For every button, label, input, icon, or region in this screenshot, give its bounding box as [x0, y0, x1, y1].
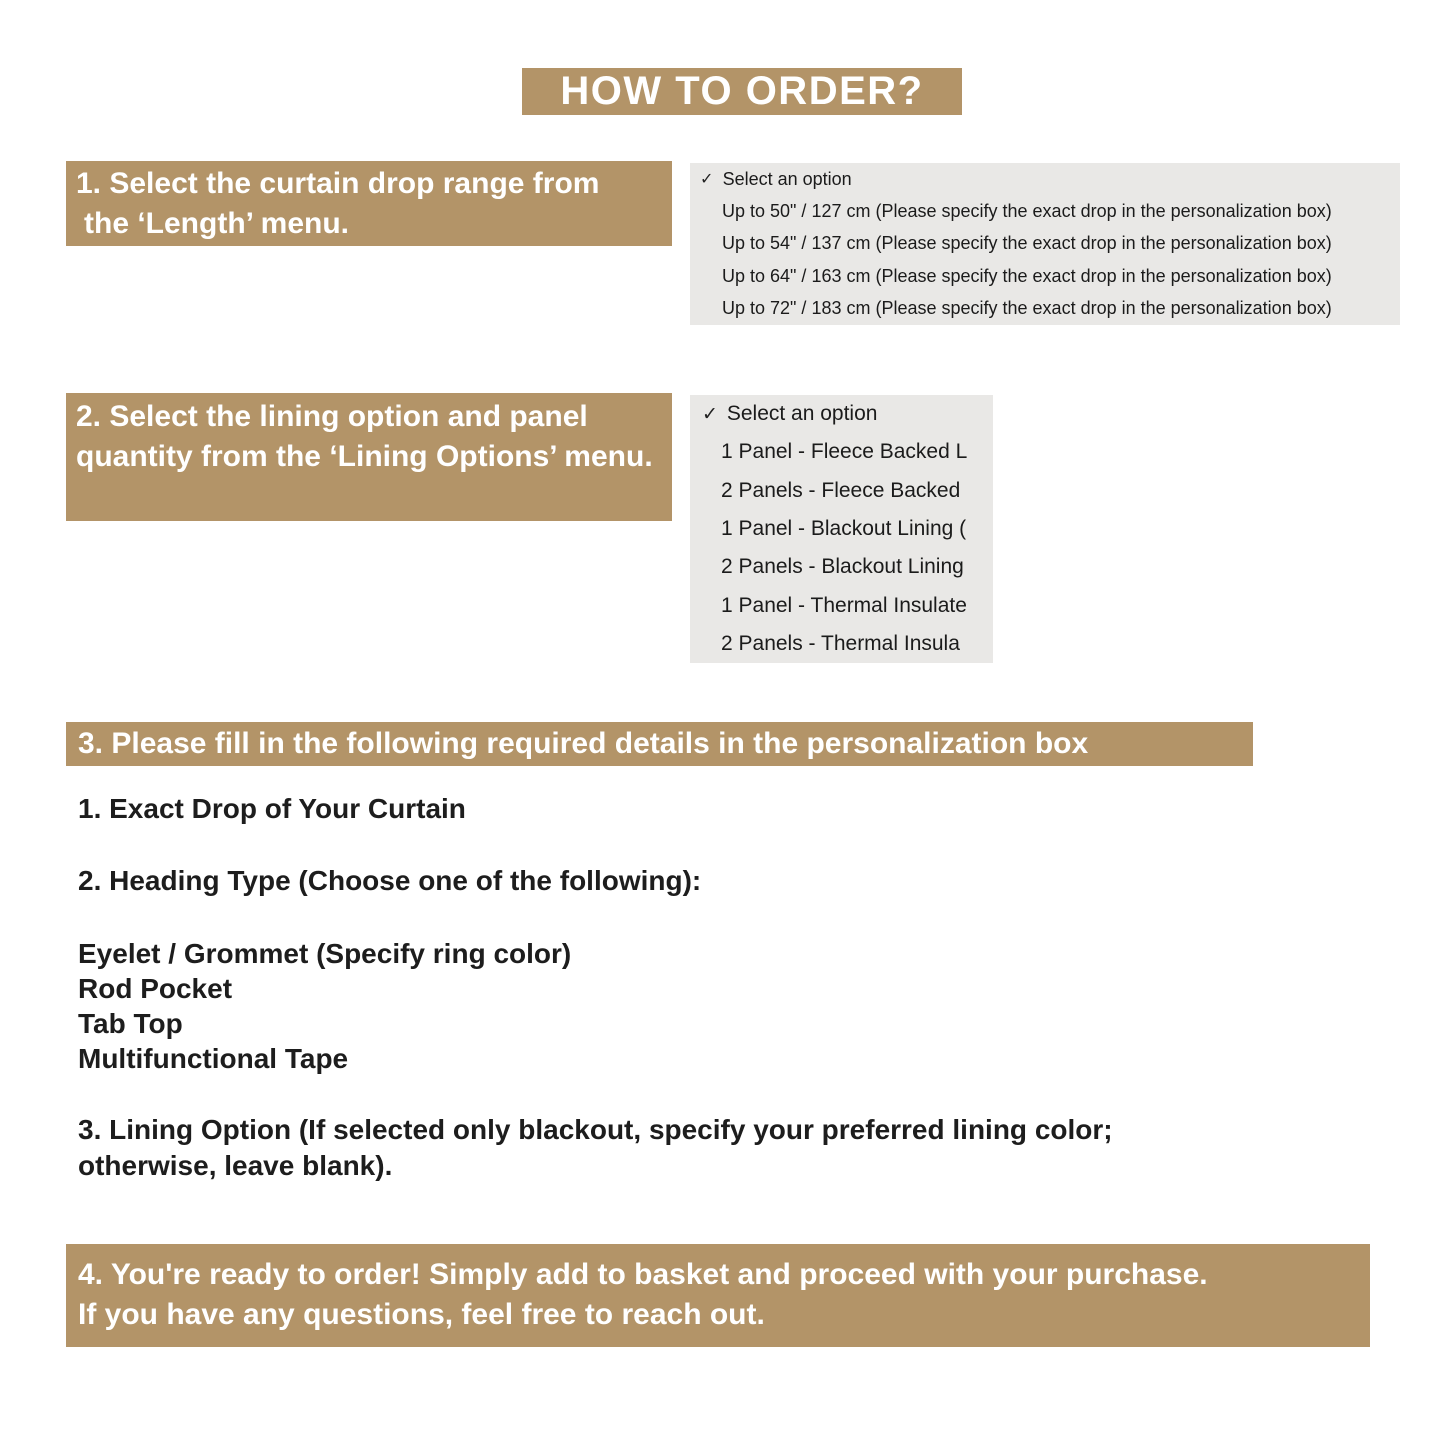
checkmark-icon: ✓ — [702, 403, 718, 425]
lining-menu-selected-option[interactable] — [690, 395, 993, 433]
step-4-instruction — [66, 1244, 1370, 1347]
step-3-text: 3. Please fill in the following required details in the personalization box — [78, 727, 1089, 760]
personalization-details — [66, 791, 1350, 1184]
step-1-instruction — [66, 161, 672, 246]
lining-menu-option-1panel-fleece[interactable]: 1 Panel - Fleece Backed L — [721, 440, 968, 464]
step-3-instruction — [66, 722, 1253, 766]
length-dropdown-menu — [690, 163, 1400, 325]
lining-menu-option-1panel-blackout[interactable]: 1 Panel - Blackout Lining ( — [721, 516, 967, 540]
step-2-instruction — [66, 393, 672, 521]
step-1-text-line: the ‘Length’ menu. — [84, 207, 350, 240]
heading-option-eyelet: Eyelet / Grommet (Specify ring color) — [78, 938, 572, 969]
detail-lining-option-line: 3. Lining Option (If selected only blackout, specify your preferred lining color; — [78, 1114, 1113, 1145]
heading-option-rod-pocket: Rod Pocket — [78, 973, 233, 1004]
detail-lining-option-line: otherwise, leave blank). — [78, 1150, 393, 1181]
checkmark-icon: ✓ — [700, 170, 714, 189]
lining-menu-option-2panels-blackout[interactable]: 2 Panels - Blackout Lining — [721, 555, 964, 579]
page-title: HOW TO ORDER? — [522, 68, 962, 115]
heading-type-options-list — [78, 936, 1350, 1076]
heading-option-multifunctional-tape: Multifunctional Tape — [78, 1043, 349, 1074]
step-4-text-line: 4. You're ready to order! Simply add to basket and proceed with your purchase. — [78, 1258, 1208, 1291]
lining-menu-selected-label: Select an option — [726, 402, 878, 426]
length-menu-option-54in[interactable]: Up to 54" / 137 cm (Please specify the exact drop in the personalization box) — [722, 233, 1332, 254]
step-4-text-line: If you have any questions, feel free to reach out. — [78, 1298, 765, 1331]
lining-menu-option-2panels-fleece[interactable]: 2 Panels - Fleece Backed — [721, 478, 961, 502]
step-2-text: 2. Select the lining option and panel quantity from the ‘Lining Options’ menu. — [76, 400, 653, 473]
detail-exact-drop: 1. Exact Drop of Your Curtain — [78, 793, 466, 824]
length-menu-selected-label: Select an option — [722, 168, 852, 189]
length-menu-selected-option[interactable] — [690, 163, 1400, 195]
lining-menu-option-1panel-thermal[interactable]: 1 Panel - Thermal Insulate — [721, 593, 967, 617]
lining-menu-option-2panels-thermal[interactable]: 2 Panels - Thermal Insula — [721, 631, 960, 655]
step-1-text-line: 1. Select the curtain drop range from — [76, 167, 600, 200]
length-menu-option-64in[interactable]: Up to 64" / 163 cm (Please specify the exact drop in the personalization box) — [722, 265, 1332, 286]
length-menu-option-72in[interactable]: Up to 72" / 183 cm (Please specify the exact drop in the personalization box) — [722, 298, 1332, 319]
length-menu-option-50in[interactable]: Up to 50" / 127 cm (Please specify the exact drop in the personalization box) — [722, 201, 1332, 222]
heading-option-tab-top: Tab Top — [78, 1008, 183, 1039]
lining-options-dropdown-menu — [690, 395, 993, 663]
detail-lining-option — [78, 1112, 1350, 1184]
detail-heading-type: 2. Heading Type (Choose one of the following): — [78, 865, 702, 896]
